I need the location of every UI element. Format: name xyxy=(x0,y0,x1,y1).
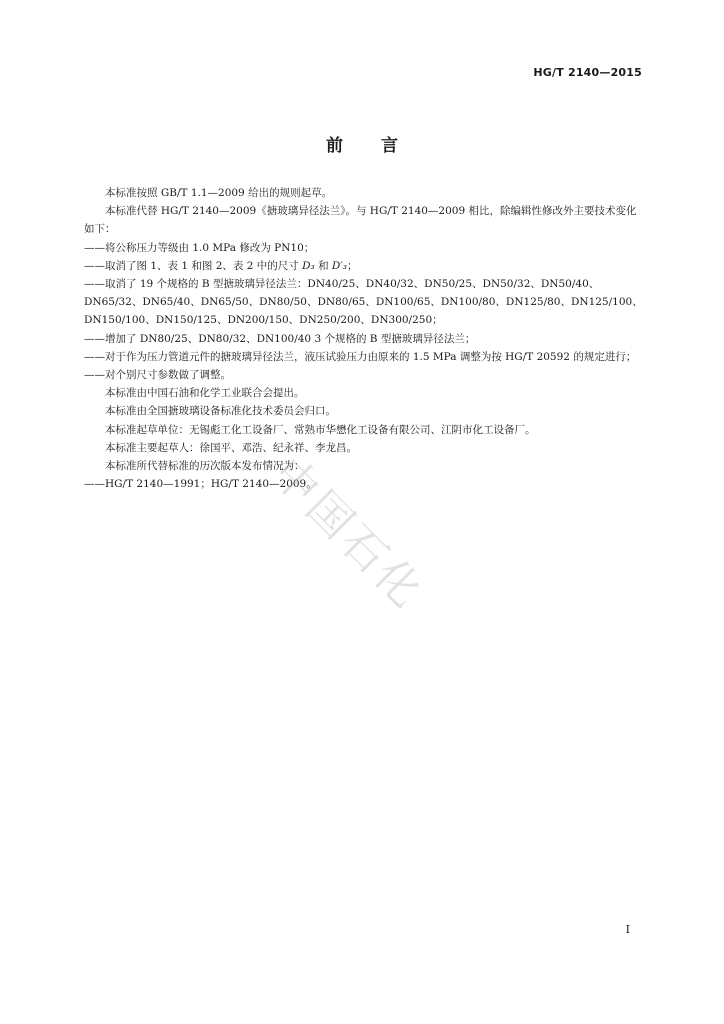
paragraph-replacement: 本标准代替 HG/T 2140—2009《搪玻璃异径法兰》。与 HG/T 2140—2009 相比，除编辑性修改外主要技术变化如下： xyxy=(84,205,637,236)
dash-mark: —— xyxy=(84,350,105,363)
change-item xyxy=(84,330,644,348)
change-item xyxy=(84,257,644,275)
paragraph-drafting-rules: 本标准按照 GB/T 1.1—2009 给出的规则起草。 xyxy=(105,187,333,199)
dimension-symbol: D′₃ xyxy=(331,259,347,272)
change-item xyxy=(84,348,644,366)
change-item xyxy=(84,275,644,330)
change-item xyxy=(84,239,644,257)
foreword-body xyxy=(84,184,644,493)
change-item xyxy=(84,366,644,384)
dash-mark: —— xyxy=(84,478,105,491)
change-text: 取消了图 1、表 1 和图 2、表 2 中的尺寸 xyxy=(105,259,303,272)
history-text: HG/T 2140—1991；HG/T 2140—2009。 xyxy=(105,478,317,491)
history-item xyxy=(84,475,644,493)
change-text: 对于作为压力管道元件的搪玻璃异径法兰，液压试验压力由原来的 1.5 MPa 调整为按 HG/T 20592 的规定进行； xyxy=(105,350,637,363)
watermark: 中国石化 xyxy=(262,447,434,620)
dimension-symbol: D₃ xyxy=(302,259,315,272)
paragraph-drafters: 本标准主要起草人：徐国平、邓浩、纪永祥、李龙昌。 xyxy=(105,441,357,454)
change-text: 取消了 19 个规格的 B 型搪玻璃异径法兰：DN40/25、DN40/32、DN50/25、DN50/32、DN50/40、DN65/32、DN65/40、DN65/50、DN80/50、DN80/65、DN100/65、DN100/80、DN125/80、DN125/100、DN150/100、DN150/125、DN200/150、DN250/200、DN300/250； xyxy=(84,278,643,327)
dash-mark: —— xyxy=(84,259,105,272)
paragraph-history: 本标准所代替标准的历次版本发布情况为： xyxy=(105,460,305,473)
dash-mark: —— xyxy=(84,241,105,254)
paragraph-proposer: 本标准由中国石油和化学工业联合会提出。 xyxy=(105,387,305,400)
title-char-1: 前 xyxy=(326,136,343,156)
paragraph-committee: 本标准由全国搪玻璃设备标准化技术委员会归口。 xyxy=(105,405,336,418)
change-text: ； xyxy=(346,259,358,272)
title-char-2: 言 xyxy=(381,136,398,156)
page-title xyxy=(0,131,724,156)
change-text: 增加了 DN80/25、DN80/32、DN100/40 3 个规格的 B 型搪玻璃异径法兰； xyxy=(105,332,476,345)
change-text: 和 xyxy=(314,259,332,272)
dash-mark: —— xyxy=(84,369,105,382)
dash-mark: —— xyxy=(84,332,105,345)
paragraph-drafting-units: 本标准起草单位：无锡彪工化工设备厂、常熟市华懋化工设备有限公司、江阴市化工设备厂。 xyxy=(105,423,536,436)
page-number: I xyxy=(625,923,630,936)
change-text: 将公称压力等级由 1.0 MPa 修改为 PN10； xyxy=(105,241,315,254)
standard-code: HG/T 2140—2015 xyxy=(533,66,642,79)
dash-mark: —— xyxy=(84,278,105,291)
change-text: 对个别尺寸参数做了调整。 xyxy=(105,369,231,382)
